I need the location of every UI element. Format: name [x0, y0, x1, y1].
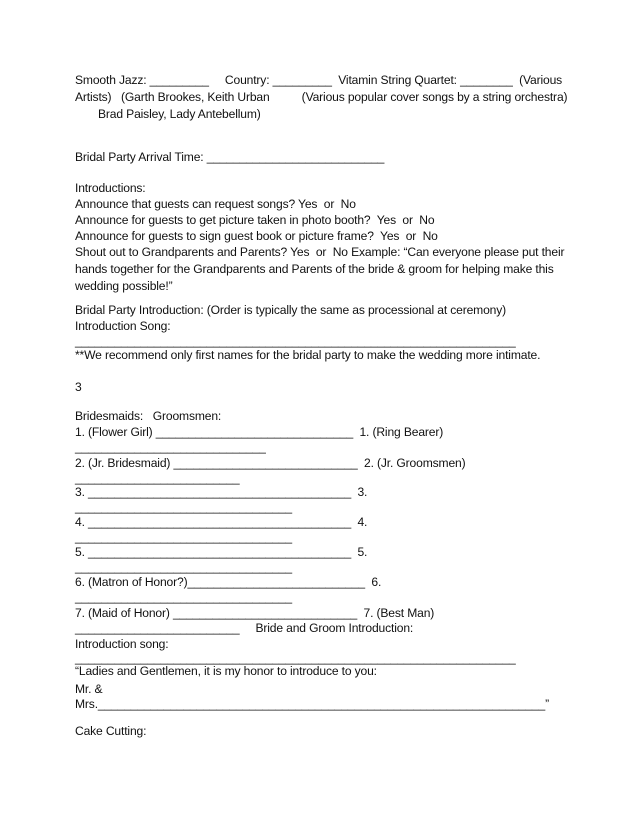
party-list-line: 2. (Jr. Bridesmaid) ____________________________ 2. (Jr. Groomsmen)	[75, 456, 466, 470]
party-list-line: _________________________________	[75, 560, 293, 574]
page-number: 3	[75, 380, 82, 394]
party-list-line: _________________________________	[75, 530, 293, 544]
first-names-note: **We recommend only first names for the bridal party to make the wedding more intimate.	[75, 348, 541, 362]
introductions-line: Shout out to Grandparents and Parents? Yes or No Example: “Can everyone please put their	[75, 245, 565, 259]
introductions-line: Announce that guests can request songs? Yes or No	[75, 197, 356, 211]
party-list-line: 5. ________________________________________ 5.	[75, 545, 368, 559]
introductions-heading: Introductions:	[75, 181, 146, 195]
party-list-line: Mrs.____________________________________________________________________”	[75, 697, 549, 711]
introductions-line: Announce for guests to sign guest book or picture frame? Yes or No	[75, 229, 438, 243]
party-list-line: ___________________________________________________________________	[75, 651, 516, 665]
party-list-line: 3. ________________________________________ 3.	[75, 485, 368, 499]
party-list-line: 7. (Maid of Honor) ____________________________ 7. (Best Man)	[75, 606, 435, 620]
cake-cutting-heading: Cake Cutting:	[75, 724, 147, 738]
party-list-line: 1. (Flower Girl) ______________________________ 1. (Ring Bearer)	[75, 425, 444, 439]
party-list-line: 6. (Matron of Honor?)___________________________ 6.	[75, 575, 382, 589]
party-list-line: _________________________	[75, 471, 240, 485]
party-list-line: 4. ________________________________________ 4.	[75, 515, 368, 529]
party-list-line: Introduction song:	[75, 637, 169, 651]
music-options-line-2: Artists) (Garth Brookes, Keith Urban (Various popular cover songs by a string orchestra)	[75, 90, 568, 104]
introductions-line: wedding possible!”	[75, 279, 173, 293]
party-list-line: Mr. &	[75, 682, 103, 696]
bridal-party-arrival-time: Bridal Party Arrival Time: ___________________________	[75, 150, 385, 164]
party-list-line: “Ladies and Gentlemen, it is my honor to introduce to you:	[75, 664, 377, 678]
party-list-header: Bridesmaids: Groomsmen:	[75, 409, 222, 423]
party-list-line: _________________________________	[75, 590, 293, 604]
party-list-line: _________________________ Bride and Groom Introduction:	[75, 621, 414, 635]
introductions-line: hands together for the Grandparents and Parents of the bride & groom for helping make this	[75, 262, 554, 276]
introduction-song-blank: ___________________________________________________________________	[75, 334, 516, 348]
music-options-line-3: Brad Paisley, Lady Antebellum)	[98, 107, 261, 121]
party-list-line: _________________________________	[75, 500, 293, 514]
introduction-song-label: Introduction Song:	[75, 319, 171, 333]
party-list-line: _____________________________	[75, 440, 266, 454]
introductions-line: Announce for guests to get picture taken in photo booth? Yes or No	[75, 213, 435, 227]
music-options-line-1: Smooth Jazz: _________ Country: _________ Vitamin String Quartet: ________ (Various	[75, 73, 563, 87]
bridal-party-introduction: Bridal Party Introduction: (Order is typically the same as processional at ceremony)	[75, 303, 507, 317]
